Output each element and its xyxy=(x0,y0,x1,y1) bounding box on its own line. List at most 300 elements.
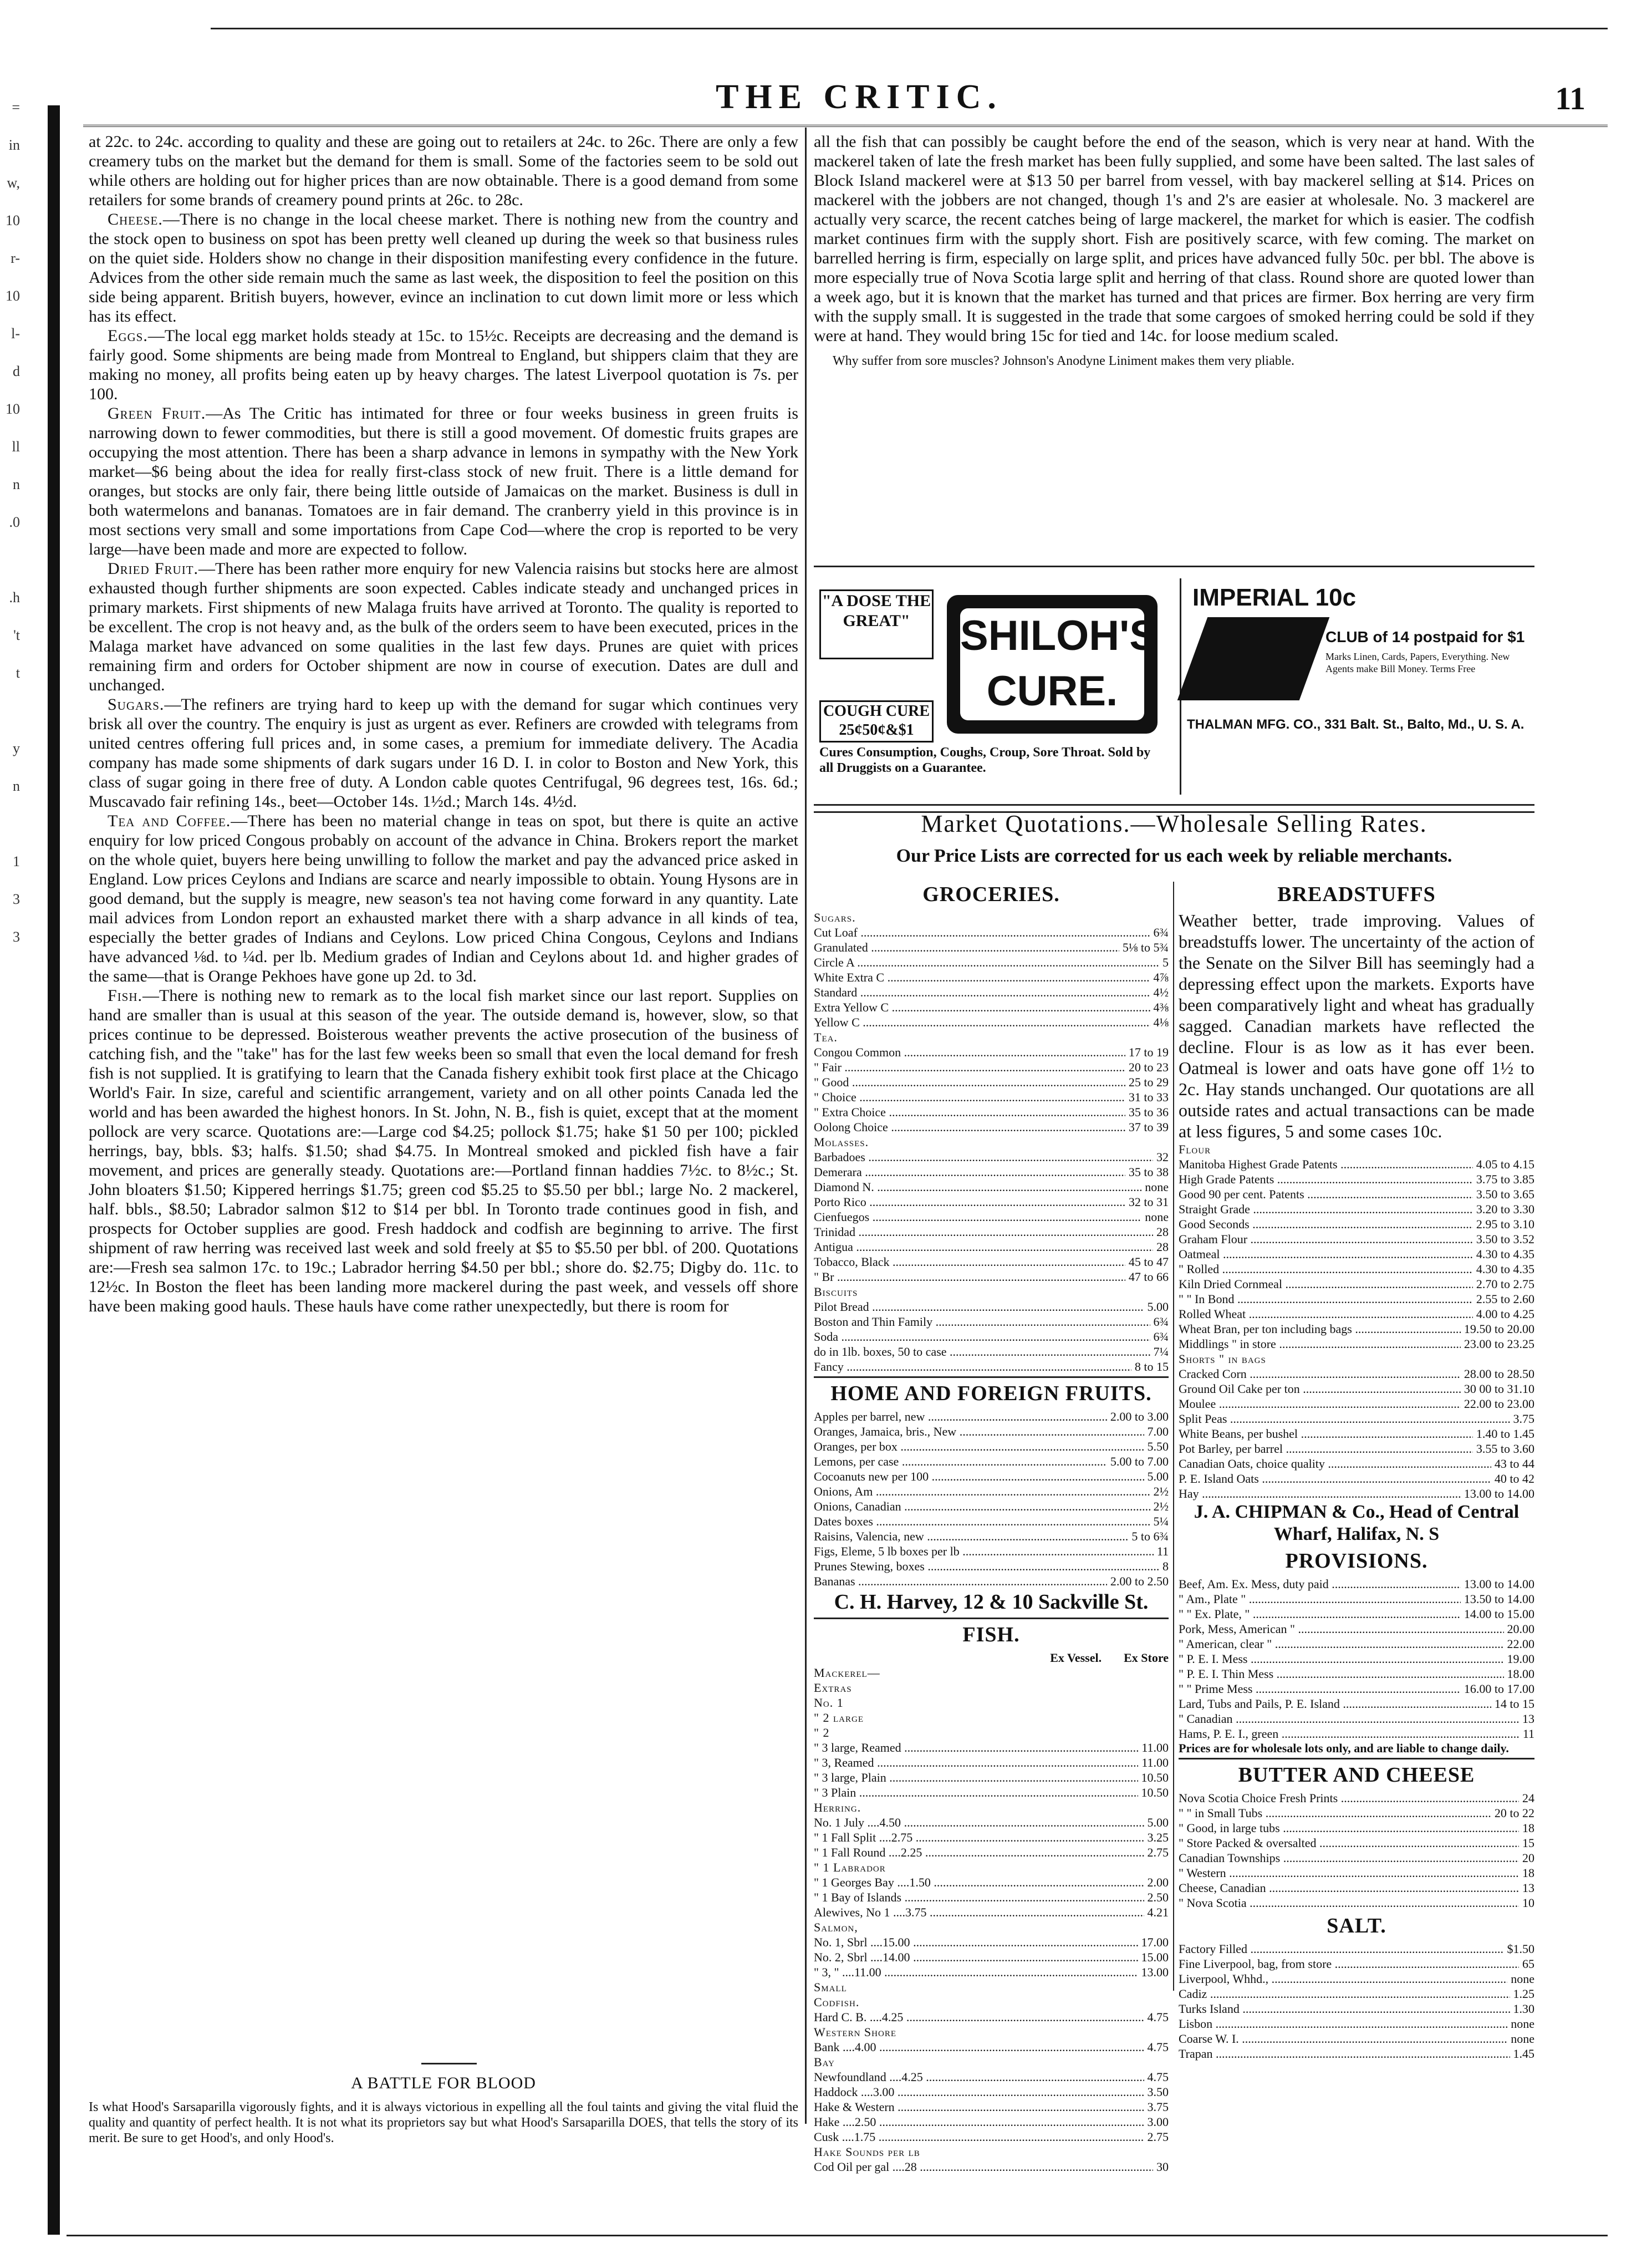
price-item-value: 4.75 xyxy=(1144,2040,1169,2054)
price-row xyxy=(814,2010,1169,2025)
price-row xyxy=(1179,1202,1534,1217)
quotations-subheading: Our Price Lists are corrected for us each week by reliable merchants. xyxy=(896,846,1452,866)
battle-title: A BATTLE FOR BLOOD xyxy=(351,2074,536,2092)
price-item-name: Good 90 per cent. Patents ..... xyxy=(1179,1187,1473,1202)
price-item-value: none xyxy=(1141,1179,1169,1194)
price-item-value: 5.00 xyxy=(1144,1469,1169,1484)
grocery-section-label: Tea. xyxy=(814,1030,838,1044)
price-item-name: White Extra C ..... xyxy=(814,970,1150,985)
ex-store-header: Ex Store xyxy=(1124,1651,1169,1665)
price-row xyxy=(1179,1711,1534,1726)
price-item-name: " 3 large, Plain ..... xyxy=(814,1770,1138,1785)
price-row xyxy=(814,2144,1169,2159)
price-row xyxy=(814,1269,1169,1284)
price-row xyxy=(814,1454,1169,1469)
price-item-value: 11 xyxy=(1520,1726,1534,1741)
price-item-value: 30 xyxy=(1153,2159,1169,2174)
price-item-name: Nova Scotia Choice Fresh Prints ..... xyxy=(1179,1791,1519,1806)
price-item-value: 4.05 to 4.15 xyxy=(1473,1157,1534,1172)
price-item-value: 1.45 xyxy=(1510,2046,1535,2061)
price-row xyxy=(814,1574,1169,1589)
price-category: Flour xyxy=(1179,1142,1211,1156)
price-item-name: Standard ..... xyxy=(814,985,1150,1000)
price-item-value: 2.00 xyxy=(1144,1875,1169,1890)
price-item-name: Coarse W. I. ..... xyxy=(1179,2031,1507,2046)
price-item-name: Hake ....2.50 ..... xyxy=(814,2114,1144,2129)
price-item-name: Rolled Wheat ..... xyxy=(1179,1306,1473,1321)
edge-fragment: t xyxy=(16,665,20,681)
price-row xyxy=(814,2025,1169,2040)
price-category: Hake Sounds per lb xyxy=(814,2145,920,2159)
edge-fragment: w, xyxy=(7,175,20,191)
price-row xyxy=(1179,2031,1534,2046)
price-lists-right xyxy=(1179,879,1534,2061)
price-row xyxy=(1179,1956,1534,1971)
price-row xyxy=(814,1770,1169,1785)
price-item-name: Cut Loaf ..... xyxy=(814,925,1150,940)
price-item-value: 8 xyxy=(1159,1559,1169,1574)
price-item-name: Antigua ..... xyxy=(814,1239,1153,1254)
price-item-name: Hake & Western ..... xyxy=(814,2099,1144,2114)
price-item-name: Bananas ..... xyxy=(814,1574,1107,1589)
price-row xyxy=(814,985,1169,1000)
price-row xyxy=(1179,1835,1534,1850)
price-item-name: " Nova Scotia ..... xyxy=(1179,1895,1519,1910)
price-item-name: P. E. Island Oats ..... xyxy=(1179,1471,1491,1486)
price-item-name: " " Ex. Plate, " ..... xyxy=(1179,1606,1461,1621)
paragraph-lead: Eggs. xyxy=(108,327,148,345)
salt-list xyxy=(1179,1941,1534,2061)
price-row xyxy=(1179,1396,1534,1411)
price-item-value: 2.00 to 3.00 xyxy=(1107,1409,1169,1424)
price-item-name: Trinidad ..... xyxy=(814,1224,1153,1239)
groceries-list xyxy=(814,910,1169,1374)
price-row xyxy=(814,1409,1169,1424)
price-item-name: " 1 Fall Round ....2.25 ..... xyxy=(814,1845,1144,1860)
price-row xyxy=(814,1875,1169,1890)
price-item-value: 1.30 xyxy=(1510,2001,1535,2016)
price-item-name: " Fair ..... xyxy=(814,1060,1125,1075)
edge-fragment: y xyxy=(13,740,20,756)
price-item-value: 4½ xyxy=(1150,985,1169,1000)
price-row xyxy=(1179,1606,1534,1621)
price-item-value: 4.30 to 4.35 xyxy=(1473,1262,1534,1276)
price-category: " 2 large xyxy=(814,1711,864,1725)
price-item-value: 28 xyxy=(1153,1239,1169,1254)
price-row xyxy=(814,1075,1169,1090)
price-item-value: 22.00 to 23.00 xyxy=(1461,1396,1534,1411)
fish-list xyxy=(814,1665,1169,2174)
price-row xyxy=(814,2069,1169,2084)
price-item-value: 6¾ xyxy=(1150,1314,1169,1329)
price-row xyxy=(1179,1806,1534,1820)
price-item-value: 3.50 to 3.65 xyxy=(1473,1187,1534,1202)
price-item-name: " Good ..... xyxy=(814,1075,1125,1090)
grocery-section-label: Molasses. xyxy=(814,1135,869,1149)
fish-continued-paragraph: all the fish that can possibly be caught before the end of the season, which is very near at hand. With the mackerel taken of late the fresh market has been fully supplied, and some have been salted. The last sales of Block Island mackerel were at $13 50 per barrel from vessel, with bay mackerel selling at $14. Prices on mackerel with the jobbers are not changed, though 1's and 2's are easier at wholesale. No. 3 mackerel are actually very scarce, the recent catches being of large mackerel, the market for which is easier. The codfish market continues firm with the supply short. Fish are positively scarce, with few coming. The market on barrelled herring is firm, especially on large split, and prices have advanced fully 50c. per bbl. The above is more especially true of Nova Scotia large split and herring of that class. Round shore are quoted lower than a week ago, but it is known that the market has turned and that prices are firmer. Box herring are very firm with the supply small. It is suggested in the trade that some cargoes of smoked herring could be sold if they were at hand. They would bring 15c for tied and 14c. for loose medium scaled. xyxy=(814,133,1534,345)
price-row xyxy=(814,1424,1169,1439)
price-item-name: Extra Yellow C ..... xyxy=(814,1000,1150,1015)
price-category: Bay xyxy=(814,2055,835,2069)
price-item-name: " 3, Reamed ..... xyxy=(814,1755,1138,1770)
price-item-value: 10.50 xyxy=(1138,1785,1169,1800)
price-row xyxy=(1179,1306,1534,1321)
salt-title: SALT. xyxy=(1327,1914,1386,1937)
price-item-name: " Canadian ..... xyxy=(1179,1711,1519,1726)
price-item-name: Straight Grade ..... xyxy=(1179,1202,1473,1217)
provisions-title: PROVISIONS. xyxy=(1285,1549,1428,1573)
bottom-rule xyxy=(67,2235,1608,2236)
price-row xyxy=(1179,1321,1534,1336)
price-item-name: Liverpool, Whhd., ..... xyxy=(1179,1971,1507,1986)
price-item-name: " 1 Fall Split ....2.75 ..... xyxy=(814,1830,1144,1845)
price-item-value: 4⅛ xyxy=(1150,1015,1169,1030)
price-row xyxy=(814,1224,1169,1239)
price-row xyxy=(1179,1172,1534,1187)
price-item-value: 3.50 xyxy=(1144,2084,1169,2099)
price-row xyxy=(1179,1666,1534,1681)
paragraph-lead: Fish. xyxy=(108,986,143,1005)
edge-fragment: = xyxy=(12,99,20,115)
price-row xyxy=(1179,1411,1534,1426)
price-item-name: Dates boxes ..... xyxy=(814,1514,1150,1529)
price-row xyxy=(814,1514,1169,1529)
edge-fragment xyxy=(0,805,20,843)
price-item-value: 18 xyxy=(1519,1865,1534,1880)
market-paragraph xyxy=(89,326,798,404)
butter-list xyxy=(1179,1791,1534,1910)
price-row xyxy=(1179,1232,1534,1247)
price-item-value: 20 to 23 xyxy=(1125,1060,1169,1075)
price-item-value: 2.50 xyxy=(1144,1890,1169,1905)
hoods-ad xyxy=(89,2074,798,2146)
paragraph-text: —There has been no material change in teas on spot, but there is quite an active enquiry for low priced Congous probably on account of the advance in China. Brokers report the market on the whole quiet, buyers here being unwilling to follow the market and pay the advanced price asked in England. Low prices Ceylons and Indians are scarce and nearly impossible to obtain. Young Hysons are in good demand, but the supply is meagre, new season's tea not having come forward in any quantity. Late mail advices from London report an exhausted market there with a sharp advance in all kinds of tea, especially the better grades of Indians and Ceylons. Low priced China Congous, Ceylons and Indians have advanced ⅛d. to ¼d. per lb. Medium grades of Indian and Ceylons about 1d. and higher grades of the same—that is Orange Pekhoes have gone up 2d. to 3d. xyxy=(89,812,798,985)
paragraph-lead: Sugars. xyxy=(108,695,165,714)
price-row xyxy=(1179,1576,1534,1591)
price-row xyxy=(1179,1486,1534,1501)
price-item-name: " Extra Choice ..... xyxy=(814,1105,1125,1120)
provisions-note: Prices are for wholesale lots only, and are liable to change daily. xyxy=(1179,1741,1509,1755)
price-row xyxy=(814,1845,1169,1860)
price-row xyxy=(814,1695,1169,1710)
column-divider xyxy=(805,128,807,2124)
price-item-name: Granulated ..... xyxy=(814,940,1119,955)
cough-cure-badge: COUGH CURE 25¢50¢&$1 xyxy=(819,700,934,742)
price-row xyxy=(1179,1381,1534,1396)
price-row xyxy=(814,1105,1169,1120)
price-item-name: do in 1lb. boxes, 50 to case ..... xyxy=(814,1344,1150,1359)
fruits-title: HOME AND FOREIGN FRUITS. xyxy=(814,1376,1169,1407)
price-row xyxy=(814,940,1169,955)
price-row xyxy=(814,1344,1169,1359)
price-item-value: 18.00 xyxy=(1504,1666,1535,1681)
price-row xyxy=(814,1950,1169,1965)
price-row xyxy=(814,1484,1169,1499)
price-row xyxy=(814,1150,1169,1164)
price-item-name: Haddock ....3.00 ..... xyxy=(814,2084,1144,2099)
price-item-name: Wheat Bran, per ton including bags ..... xyxy=(1179,1321,1461,1336)
price-item-value: 7.00 xyxy=(1144,1424,1169,1439)
price-row xyxy=(814,970,1169,985)
price-row xyxy=(1179,1351,1534,1366)
price-item-value: 8 to 15 xyxy=(1131,1359,1169,1374)
edge-fragment: in xyxy=(8,137,20,153)
price-item-value: 3.75 xyxy=(1510,1411,1535,1426)
market-paragraph xyxy=(89,132,798,210)
top-rule xyxy=(211,28,1608,34)
price-row xyxy=(814,1935,1169,1950)
price-item-name: Lemons, per case ..... xyxy=(814,1454,1107,1469)
price-row xyxy=(1179,1157,1534,1172)
price-row xyxy=(1179,1426,1534,1441)
price-item-name: Soda ..... xyxy=(814,1329,1150,1344)
price-item-value: 5.00 to 7.00 xyxy=(1107,1454,1169,1469)
harvey-footer: C. H. Harvey, 12 & 10 Sackville St. xyxy=(834,1590,1149,1614)
price-item-value: 1.40 to 1.45 xyxy=(1473,1426,1534,1441)
price-item-name: " 3, " ....11.00 ..... xyxy=(814,1965,1138,1980)
price-row xyxy=(1179,1142,1534,1157)
shiloh-name: SHILOH'S CURE. xyxy=(960,608,1144,720)
groceries-title: GROCERIES. xyxy=(922,883,1060,906)
price-row xyxy=(1179,1366,1534,1381)
price-row xyxy=(1179,1865,1534,1880)
price-row xyxy=(1179,1187,1534,1202)
masthead xyxy=(0,78,1652,122)
price-item-value: 40 to 42 xyxy=(1491,1471,1534,1486)
price-item-value: 13 xyxy=(1519,1880,1534,1895)
price-item-name: Moulee ..... xyxy=(1179,1396,1461,1411)
grocery-section-label: Sugars. xyxy=(814,911,856,924)
price-item-value: 2½ xyxy=(1150,1499,1169,1514)
price-item-value: 5¼ xyxy=(1150,1514,1169,1529)
price-item-value: 7¼ xyxy=(1150,1344,1169,1359)
price-item-name: Oranges, Jamaica, bris., New ..... xyxy=(814,1424,1144,1439)
dose-badge: "A DOSE THE GREAT" xyxy=(819,589,934,659)
fish-title: FISH. xyxy=(814,1618,1169,1648)
quotations-heading: Market Quotations.—Wholesale Selling Rates. xyxy=(921,810,1427,837)
price-item-name: Tobacco, Black ..... xyxy=(814,1254,1125,1269)
price-item-name: " 1 Bay of Islands ..... xyxy=(814,1890,1144,1905)
price-item-value: 19.00 xyxy=(1504,1651,1535,1666)
price-item-name: Diamond N. ..... xyxy=(814,1179,1141,1194)
price-item-value: 6¾ xyxy=(1150,925,1169,940)
price-item-value: 3.20 to 3.30 xyxy=(1473,1202,1534,1217)
price-category: Shorts " in bags xyxy=(1179,1352,1266,1366)
price-item-value: 24 xyxy=(1519,1791,1534,1806)
price-item-name: Hay ..... xyxy=(1179,1486,1461,1501)
price-row xyxy=(1179,1247,1534,1262)
price-item-name: Canadian Oats, choice quality ..... xyxy=(1179,1456,1491,1471)
masthead-title: THE CRITIC. xyxy=(716,78,1003,116)
price-category: Small xyxy=(814,1980,847,1994)
market-paragraph xyxy=(89,210,798,326)
price-category: " 1 Labrador xyxy=(814,1860,886,1874)
price-row xyxy=(814,1800,1169,1815)
list-divider xyxy=(1173,882,1174,1991)
price-row xyxy=(814,1995,1169,2010)
price-item-name: Boston and Thin Family ..... xyxy=(814,1314,1150,1329)
price-row xyxy=(814,1015,1169,1030)
price-item-value: 13 xyxy=(1519,1711,1534,1726)
paragraph-text: —There has been rather more enquiry for new Valencia raisins but stocks here are almost exhausted though further shipments are soon expected. Cables indicate steady and unchanged prices in primary markets. First shipments of new Malaga fruits have arrived at Toronto. The quality is reported to be excellent. The crop is not heavy and, as the bulk of the orders seem to have been executed, prices in the Malaga market have advanced on some qualities in the last few days. Prunes are quiet with prices remaining firm and orders for October shipment are now in course of execution. Dates are dull and unchanged. xyxy=(89,560,798,694)
price-row xyxy=(1179,1621,1534,1636)
imperial-small-print: Marks Linen, Cards, Papers, Everything. New Agents make Bill Money. Terms Free xyxy=(1325,651,1510,674)
price-item-value: 22.00 xyxy=(1504,1636,1535,1651)
market-paragraph xyxy=(89,986,798,1316)
price-item-value: 13.50 to 14.00 xyxy=(1461,1591,1534,1606)
price-item-value: 18 xyxy=(1519,1820,1534,1835)
price-row xyxy=(1179,1651,1534,1666)
price-item-value: 4⅞ xyxy=(1150,970,1169,985)
paragraph-text: —The local egg market holds steady at 15c. to 15½c. Receipts are decreasing and the demand is fairly good. Some shipments are being made from Montreal to England, but shippers claim that they are making no money, all profits being eaten up by heavy charges. The latest Liverpool quotation is 7s. per 100. xyxy=(89,327,798,403)
price-item-value: 4⅜ xyxy=(1150,1000,1169,1015)
fish-report-continued xyxy=(814,132,1534,369)
price-row xyxy=(814,1000,1169,1015)
edge-fragment: 3 xyxy=(13,929,20,945)
edge-fragment: 1 xyxy=(13,853,20,869)
price-row xyxy=(814,1559,1169,1574)
market-paragraph xyxy=(89,695,798,811)
price-item-name: Cod Oil per gal ....28 ..... xyxy=(814,2159,1153,2174)
price-row xyxy=(814,1179,1169,1194)
price-item-name: Kiln Dried Cornmeal ..... xyxy=(1179,1276,1473,1291)
shiloh-caption: Cures Consumption, Coughs, Croup, Sore Throat. Sold by all Druggists on a Guarantee. xyxy=(819,745,1151,775)
price-row xyxy=(814,1665,1169,1680)
price-row xyxy=(1179,2001,1534,2016)
price-item-name: Oolong Choice ..... xyxy=(814,1120,1125,1135)
price-row xyxy=(1179,1791,1534,1806)
price-row xyxy=(1179,1681,1534,1696)
edge-fragment: 10 xyxy=(6,212,20,228)
price-item-name: Bank ....4.00 ..... xyxy=(814,2040,1144,2054)
edge-fragment: 10 xyxy=(6,401,20,417)
price-row xyxy=(814,1740,1169,1755)
price-item-value: 15.00 xyxy=(1138,1950,1169,1965)
liniment-note: Why suffer from sore muscles? Johnson's Anodyne Liniment makes them very pliable. xyxy=(833,354,1295,368)
price-item-value: 20.00 xyxy=(1504,1621,1535,1636)
price-row xyxy=(814,1830,1169,1845)
price-row xyxy=(814,1755,1169,1770)
price-item-name: " Rolled ..... xyxy=(1179,1262,1473,1276)
price-item-name: Middlings " in store ..... xyxy=(1179,1336,1461,1351)
edge-fragment: .0 xyxy=(9,514,20,530)
chipman-footer: J. A. CHIPMAN & Co., Head of Central Wharf, Halifax, N. S xyxy=(1194,1502,1520,1544)
breadstuffs-title: BREADSTUFFS xyxy=(1277,883,1436,906)
price-item-value: $1.50 xyxy=(1504,1941,1535,1956)
price-item-name: " Choice ..... xyxy=(814,1090,1125,1105)
price-item-value: none xyxy=(1507,2016,1534,2031)
price-item-value: 3.55 to 3.60 xyxy=(1473,1441,1534,1456)
fish-column-headers xyxy=(814,1650,1169,1665)
edge-fragment: 't xyxy=(13,627,20,643)
price-row xyxy=(814,1209,1169,1224)
price-item-name: " " In Bond ..... xyxy=(1179,1291,1473,1306)
price-item-value: 5.00 xyxy=(1144,1299,1169,1314)
paragraph-lead: Dried Fruit. xyxy=(108,560,199,578)
price-item-name: Fancy ..... xyxy=(814,1359,1131,1374)
price-item-name: Onions, Canadian ..... xyxy=(814,1499,1150,1514)
price-row xyxy=(814,1239,1169,1254)
price-item-value: 10 xyxy=(1519,1895,1534,1910)
binding-bar xyxy=(48,105,60,2235)
battle-text: Is what Hood's Sarsaparilla vigorously fights, and it is always victorious in expelling all the foul taints and giving the vital fluid the quality and quantity of perfect health. It is not what its proprietors say but what Hood's Sarsaparilla DOES, that tells the story of its merit. Be sure to get Hood's, and only Hood's. xyxy=(89,2100,798,2145)
price-row xyxy=(814,925,1169,940)
edge-fragment: ll xyxy=(12,439,20,455)
price-item-name: Congou Common ..... xyxy=(814,1045,1125,1060)
price-item-name: Pilot Bread ..... xyxy=(814,1299,1144,1314)
price-item-name: Cocoanuts new per 100 ..... xyxy=(814,1469,1144,1484)
price-item-name: Cadiz ..... xyxy=(1179,1986,1510,2001)
price-item-value: 13.00 xyxy=(1138,1965,1169,1980)
price-row xyxy=(814,1785,1169,1800)
price-item-value: 6¾ xyxy=(1150,1329,1169,1344)
price-item-name: " Am., Plate " ..... xyxy=(1179,1591,1461,1606)
price-item-value: 3.75 to 3.85 xyxy=(1473,1172,1534,1187)
pen-illustration-icon xyxy=(1177,617,1330,700)
price-item-value: 3.25 xyxy=(1144,1830,1169,1845)
price-item-value: 2.75 xyxy=(1144,1845,1169,1860)
price-item-value: 19.50 to 20.00 xyxy=(1461,1321,1534,1336)
price-item-value: 2.70 to 2.75 xyxy=(1473,1276,1534,1291)
price-row xyxy=(814,2084,1169,2099)
price-item-value: 4.75 xyxy=(1144,2010,1169,2025)
price-row xyxy=(1179,1696,1534,1711)
price-item-name: Fine Liverpool, bag, from store ..... xyxy=(1179,1956,1519,1971)
price-item-name: Pot Barley, per barrel ..... xyxy=(1179,1441,1473,1456)
price-row xyxy=(814,2040,1169,2054)
imperial-pen-ad xyxy=(1180,578,1536,795)
price-item-name: " Good, in large tubs ..... xyxy=(1179,1820,1519,1835)
price-row xyxy=(1179,2046,1534,2061)
price-category: Herring. xyxy=(814,1801,861,1814)
price-item-value: 11.00 xyxy=(1138,1740,1169,1755)
imperial-address: THALMAN MFG. CO., 331 Balt. St., Balto, Md., U. S. A. xyxy=(1187,717,1524,732)
price-item-name: " P. E. I. Thin Mess ..... xyxy=(1179,1666,1504,1681)
provisions-list xyxy=(1179,1576,1534,1741)
price-item-value: 4.00 to 4.25 xyxy=(1473,1306,1534,1321)
price-item-value: 37 to 39 xyxy=(1125,1120,1169,1135)
price-row xyxy=(814,1060,1169,1075)
price-item-name: " " Prime Mess ..... xyxy=(1179,1681,1461,1696)
price-item-value: 2½ xyxy=(1150,1484,1169,1499)
price-row xyxy=(1179,1456,1534,1471)
price-item-value: 4.21 xyxy=(1144,1905,1169,1920)
price-item-value: 35 to 36 xyxy=(1125,1105,1169,1120)
price-item-value: 2.00 to 2.50 xyxy=(1107,1574,1169,1589)
price-item-name: Circle A ..... xyxy=(814,955,1159,970)
shiloh-bottle-label xyxy=(947,595,1158,734)
price-item-value: 3.50 to 3.52 xyxy=(1473,1232,1534,1247)
price-row xyxy=(814,1529,1169,1544)
price-row xyxy=(814,1299,1169,1314)
market-paragraph xyxy=(89,559,798,695)
price-item-value: 13.00 to 14.00 xyxy=(1461,1576,1534,1591)
price-item-value: 4.75 xyxy=(1144,2069,1169,2084)
price-item-value: 5⅛ to 5¾ xyxy=(1119,940,1169,955)
price-item-name: Onions, Am ..... xyxy=(814,1484,1150,1499)
price-item-value: 31 to 33 xyxy=(1125,1090,1169,1105)
price-item-value: 15 xyxy=(1519,1835,1534,1850)
price-item-name: Raisins, Valencia, new ..... xyxy=(814,1529,1128,1544)
price-item-value: 32 xyxy=(1153,1150,1169,1164)
paragraph-text: —There is nothing new to remark as to the local fish market since our last report. Supplies on hand are smaller than is usual at this season of the year. The outside demand is, however, slow, so that prices continue to be depressed. Boisterous weather prevents the active prosecution of the business of catching fish, and the "take" has for the last few weeks been so small that even the local demand for fresh fish is not supplied. It is gratifying to learn that the Canada fishery exhibit took first place at the Chicago World's Fair. In size, careful and scientific arrangement, variety and on all other points Canada led the world and has been awarded the highest honors. In St. John, N. B., fish is quiet, except that at the moment pollock are very scarce. Quotations are:—Large cod $4.25; pollock $1.75; hake $1 50 per 100; pickled herrings, bay, bbls. $3; halfs. $1.50; shad $4.75. In Montreal smoked and pickled fish have a fair movement, and prices are generally steady. Quotations are:—Portland finnan haddies 7½c. to 8½c.; St. John bloaters $1.50; Kippered herrings $1.75; green cod $5.25 to $5.50 per bbl.; large No. 2 mackerel, half. bbls., $8.50; Labrador salmon $12 to $14 per bbl. In Toronto trade continues good in fish, and prospects for October supplies are good. Fresh haddock and codfish are beginning to arrive. The first shipment of raw herring was received last week and sold freely at $5 to $5.50 per bbl. of 200. Quotations are:—Fresh sea salmon 17c. to 19c.; Labrador herring $4.50 per bbl.; shore do. $2.75; Digby do. 11c. to 12½c. In Boston the fleet has been landing more mackerel during the past week, and vessels off shore have been making good hauls. These hauls have come rather unexpectedly, but there is room for xyxy=(89,986,798,1315)
price-row xyxy=(814,1815,1169,1830)
price-item-value: 17 to 19 xyxy=(1125,1045,1169,1060)
price-category: " 2 xyxy=(814,1726,830,1740)
price-row xyxy=(814,1469,1169,1484)
masthead-rule xyxy=(83,125,1608,130)
price-row xyxy=(814,2054,1169,2069)
